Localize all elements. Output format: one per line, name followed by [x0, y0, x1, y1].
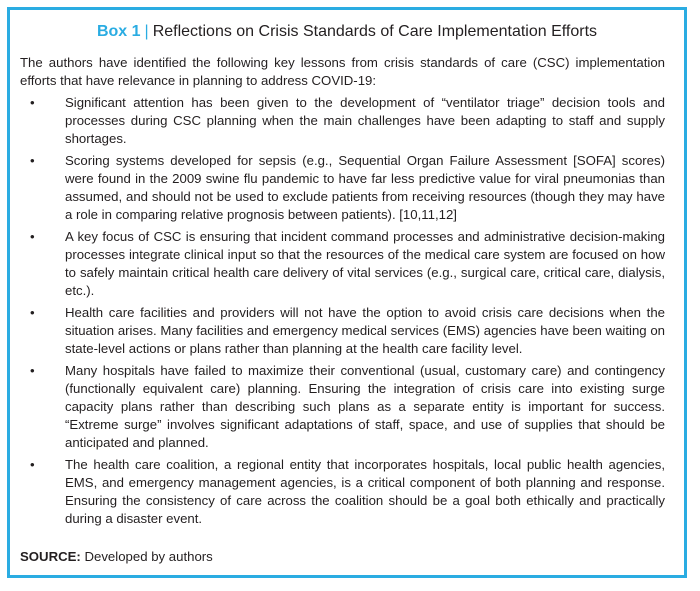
list-item — [20, 152, 665, 224]
bullet-icon: • — [30, 95, 35, 110]
list-item — [20, 304, 665, 358]
title-separator: | — [144, 23, 149, 40]
list-item — [20, 228, 665, 300]
source-text: Developed by authors — [84, 549, 213, 564]
list-item — [20, 94, 665, 148]
list-item-text: A key focus of CSC is ensuring that incident command processes and administrative decision-making processes integrate clinical input so that the resources of the medical care system are focused on how to safely maintain critical health care delivery of vital services (e.g., surgical care, critical care, dialysis, etc.). — [65, 229, 665, 298]
box-title-text: Reflections on Crisis Standards of Care Implementation Efforts — [152, 23, 598, 40]
intro-paragraph: The authors have identified the following key lessons from crisis standards of care (CSC) implementation efforts that have relevance in planning to address COVID-19: — [20, 55, 665, 88]
bullet-icon: • — [30, 305, 35, 320]
box-content — [20, 54, 665, 528]
list-item — [20, 456, 665, 528]
bullet-icon: • — [30, 363, 35, 378]
bullet-icon: • — [30, 229, 35, 244]
source-label: SOURCE: — [20, 549, 81, 564]
box-title — [10, 22, 684, 42]
source-line — [20, 548, 213, 566]
box-label: Box 1 — [96, 23, 141, 40]
list-item-text: The health care coalition, a regional entity that incorporates hospitals, local public health agencies, EMS, and emergency management agencies, is a critical component of both planning and response. Ensuring the consistency of care across the coalition should be a goal both ethically and practically during a disaster event. — [65, 457, 665, 526]
list-item-text: Many hospitals have failed to maximize their conventional (usual, customary care) and contingency (functionally equivalent care) planning. Ensuring the integration of crisis care into existing surge capacity plans rather than describing such plans as a separate entity is important for success. “Extreme surge” involves significant adaptations of staff, space, and use of supplies that should be anticipated and planned. — [65, 363, 665, 450]
lessons-list — [20, 94, 665, 528]
bullet-icon: • — [30, 457, 35, 472]
bullet-icon: • — [30, 153, 35, 168]
list-item-text: Health care facilities and providers will not have the option to avoid crisis care decisions when the situation arises. Many facilities and emergency medical services (EMS) agencies have been waiting on state-level actions or plans rather than planning at the health care facility level. — [65, 305, 665, 356]
list-item — [20, 362, 665, 452]
list-item-text: Scoring systems developed for sepsis (e.g., Sequential Organ Failure Assessment [SOFA] scores) were found in the 2009 swine flu pandemic to have far less predictive value for viral pneumonias than assumed, and should not be used to exclude patients from receiving resources (though they may have a role in comparing relative prognosis between patients). [10,11,12] — [65, 153, 665, 222]
list-item-text: Significant attention has been given to the development of “ventilator triage” decision tools and processes during CSC planning when the main challenges have been adapting to staff and supply shortages. — [65, 95, 665, 146]
